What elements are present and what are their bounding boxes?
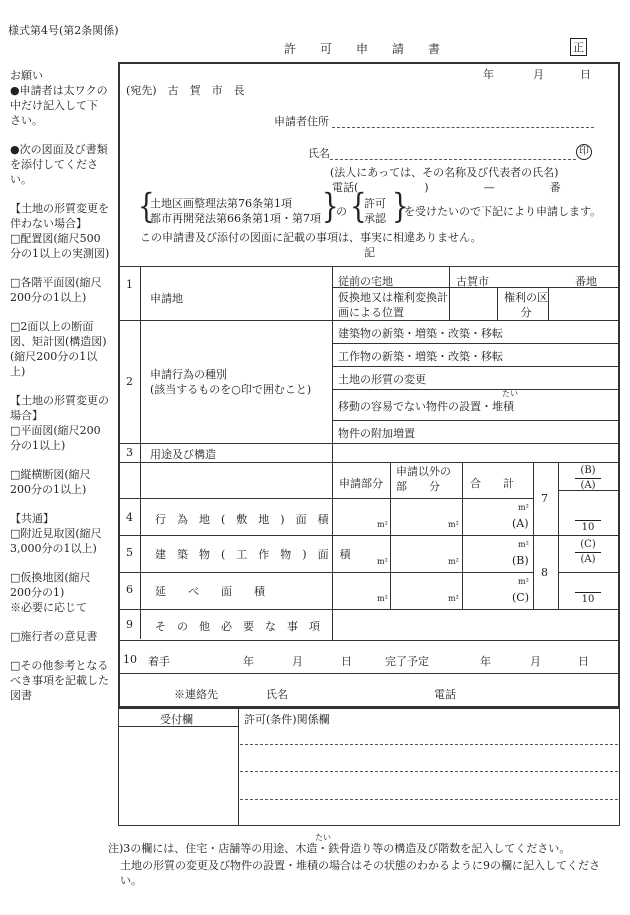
prev-land-label: 従前の宅地 <box>338 275 393 288</box>
unit-sqm: m² <box>518 540 529 549</box>
brace-left-2: { <box>350 187 367 227</box>
rule <box>332 389 619 390</box>
row5-label: 建 築 物 ( 工 作 物 ) 面 積 <box>155 548 351 561</box>
rule <box>119 320 619 321</box>
dashed-line <box>240 771 618 772</box>
row-num: 8 <box>541 566 548 579</box>
rule <box>119 535 533 536</box>
rule <box>119 609 619 610</box>
unit-sqm: m² <box>518 503 529 512</box>
rule <box>119 673 619 674</box>
unit-sqm: m² <box>377 594 388 603</box>
rule <box>119 498 533 499</box>
finish-month: 月 <box>530 655 541 668</box>
ki-label: 記 <box>364 246 375 259</box>
row3-label: 用途及び構造 <box>150 448 216 461</box>
frac-numerator: (C) <box>575 538 601 553</box>
row-num: 9 <box>126 618 133 631</box>
frac-denominator: (A) <box>580 480 596 491</box>
start-day: 日 <box>341 655 352 668</box>
contact-name-label: 氏名 <box>266 688 288 701</box>
address-line <box>332 127 594 128</box>
request-text: を受けたいので下記により申請します。 <box>404 205 602 218</box>
row2-label: 申請行為の種別 <box>150 368 227 381</box>
option-building[interactable]: 建築物の新築・増築・改築・移転 <box>338 327 503 340</box>
name-label: 氏名 <box>308 147 330 160</box>
rule <box>238 708 239 826</box>
unit-sqm: m² <box>518 577 529 586</box>
unit-sqm: m² <box>448 557 459 566</box>
finish-day: 日 <box>578 655 589 668</box>
brace-right: } <box>322 187 339 227</box>
rule <box>548 287 549 320</box>
banchi-label: 番地 <box>575 275 597 288</box>
notes-heading: お願い <box>10 69 43 82</box>
row1-label: 申請地 <box>150 292 183 305</box>
frac-denominator: (A) <box>580 554 596 565</box>
row2-sublabel: (該当するものを○印で囲むこと) <box>150 383 312 396</box>
checklist-item: □各階平面図(縮尺200分の1以上) <box>10 276 102 304</box>
no-particle: の <box>336 205 347 218</box>
applied-part-head: 申請部分 <box>339 477 383 490</box>
ratio-b-over-a <box>575 464 601 493</box>
option-land-change[interactable]: 土地の形質の変更 <box>338 373 426 386</box>
unit-sqm: m² <box>377 520 388 529</box>
group1-heading: 【土地の形質変更を伴わない場合】 <box>10 202 109 230</box>
ratio-c-over-a <box>575 538 601 567</box>
seal-mark: 印 <box>576 144 592 160</box>
dashed-line <box>240 744 618 745</box>
start-month: 月 <box>292 655 303 668</box>
option-permit: 許可 <box>364 197 386 210</box>
tag-a: (A) <box>512 517 529 530</box>
name-line <box>330 159 576 160</box>
row-num: 5 <box>126 546 133 559</box>
unit-sqm: m² <box>448 520 459 529</box>
row-num: 7 <box>541 492 548 505</box>
date-year: 年 <box>483 68 494 81</box>
original-stamp: 正 <box>570 38 587 56</box>
unit-sqm: m² <box>377 557 388 566</box>
num-col-rule <box>140 266 141 639</box>
rule <box>332 420 619 421</box>
tag-c: (C) <box>512 591 529 604</box>
rule <box>558 572 619 573</box>
checklist-item: □附近見取図(縮尺3,000分の1以上) <box>10 527 102 555</box>
checklist-item: □平面図(縮尺200分の1以上) <box>10 424 101 452</box>
date-day: 日 <box>580 68 591 81</box>
form-number: 様式第4号(第2条関係) <box>8 24 119 37</box>
checklist-item: □その他参考となるべき事項を記載した図書 <box>10 659 109 702</box>
law-2: 都市再開発法第66条第1項・第7項 <box>150 212 321 225</box>
reception-field: 受付欄 <box>160 713 193 726</box>
row-num: 4 <box>126 511 133 524</box>
rule <box>332 366 619 367</box>
finish-label: 完了予定 <box>385 655 429 668</box>
law-1: 土地区画整理法第76条第1項 <box>150 197 292 210</box>
rule <box>497 287 498 320</box>
option-structure[interactable]: 工作物の新築・増築・改築・移転 <box>338 350 503 363</box>
row-num: 3 <box>126 446 133 459</box>
row-num: 2 <box>126 375 133 388</box>
left-notes <box>10 68 110 703</box>
option-approval: 承認 <box>364 212 386 225</box>
rule <box>119 443 619 444</box>
other-part-head: 申請以外の部 分 <box>396 465 451 493</box>
dashed-line <box>240 799 618 800</box>
option-additional[interactable]: 物件の附加増置 <box>338 427 415 440</box>
rule <box>119 462 619 463</box>
provisional-label: 仮換地又は権利変換計画による位置 <box>338 291 448 319</box>
frac-numerator: (B) <box>575 464 601 479</box>
city-label: 古賀市 <box>456 275 489 288</box>
brace-left: { <box>138 187 155 227</box>
ratio-over-10 <box>575 506 601 535</box>
ruby-tai: たい <box>502 389 518 398</box>
contact-label: ※連絡先 <box>174 688 218 701</box>
phone-line: 電話( ) — 番 <box>332 181 561 194</box>
row4-label: 行 為 地 ( 敷 地 ) 面 積 <box>155 513 329 526</box>
row-num: 1 <box>126 278 133 291</box>
frac-denominator: 10 <box>581 522 595 533</box>
checklist-item: □仮換地図(縮尺200分の1) <box>10 571 91 599</box>
tag-b: (B) <box>512 554 529 567</box>
corp-note: (法人にあっては、その名称及び代表者の氏名) <box>330 166 559 179</box>
brace-right-2: } <box>392 187 409 227</box>
footer-note-1: 注)3の欄には、住宅・店舗等の用途、木造・鉄骨造り等の構造及び階数を記入してください。 <box>108 842 571 855</box>
rule <box>119 266 619 267</box>
applicant-address-label: 申請者住所 <box>274 115 329 128</box>
checklist-item: □配置図(縮尺500分の1以上の実測図) <box>10 232 110 260</box>
start-year: 年 <box>243 655 254 668</box>
addressee: (宛先) 古 賀 市 長 <box>126 84 245 97</box>
total-head: 合 計 <box>470 477 514 490</box>
declaration: この申請書及び添付の図面に記載の事項は、事実に相違ありません。 <box>140 231 482 244</box>
date-month: 月 <box>533 68 544 81</box>
checklist-note: ※必要に応じて <box>10 601 87 614</box>
label-col-rule <box>332 266 333 640</box>
footer-note-2: 土地の形質の変更及び物件の設置・堆積の場合はその状態のわかるように9の欄に記入してください。 <box>120 859 600 887</box>
row-num: 10 <box>123 653 137 666</box>
permit-field: 許可(条件)関係欄 <box>244 713 330 726</box>
frac-denominator: 10 <box>581 594 595 605</box>
group3-heading: 【共通】 <box>10 512 54 525</box>
note-attachments: ●次の図面及び書類を添付してください。 <box>10 143 108 186</box>
note-bold-frame: ●申請者は太ワクの中だけ記入して下さい。 <box>10 84 108 127</box>
row6-label: 延 べ 面 積 <box>155 585 265 598</box>
row-num: 6 <box>126 583 133 596</box>
unit-sqm: m² <box>448 594 459 603</box>
rights-class-label: 権利の区分 <box>504 291 548 319</box>
rule <box>533 535 619 536</box>
checklist-item: □2面以上の断面図、矩計図(構造図)(縮尺200分の1以上) <box>10 320 107 378</box>
checklist-item: □施行者の意見書 <box>10 630 98 643</box>
rule <box>119 572 533 573</box>
row9-label: そ の 他 必 要 な 事 項 <box>155 620 320 633</box>
group2-heading: 【土地の形質変更の場合】 <box>10 394 109 422</box>
ruby-tai: たい <box>315 833 331 842</box>
finish-year: 年 <box>480 655 491 668</box>
ratio-over-10 <box>575 578 601 607</box>
rule <box>119 640 619 641</box>
rule <box>332 287 619 288</box>
page-title: 許 可 申 請 書 <box>284 42 441 56</box>
start-label: 着手 <box>148 655 170 668</box>
checklist-item: □縦横断図(縮尺200分の1以上) <box>10 468 91 496</box>
contact-phone-label: 電話 <box>434 688 456 701</box>
rule <box>332 343 619 344</box>
option-immovable[interactable]: 移動の容易でない物件の設置・堆積 <box>338 400 514 413</box>
